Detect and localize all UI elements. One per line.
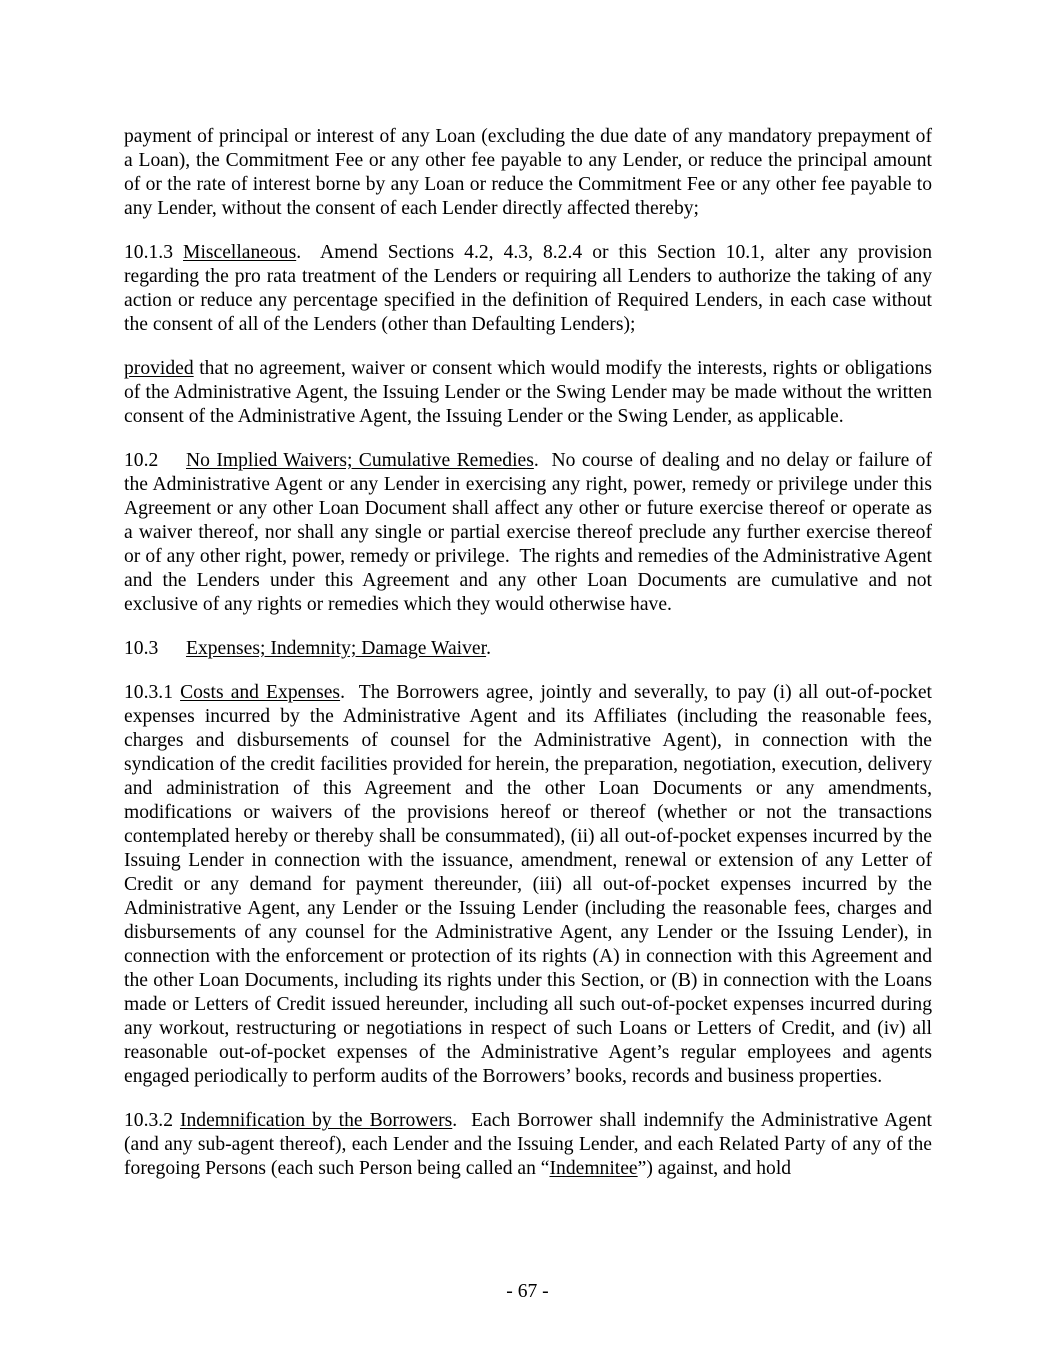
document-page [124, 125, 937, 1201]
section-heading: Indemnification by the Borrowers [179, 1110, 453, 1131]
section-heading: Miscellaneous [183, 242, 297, 263]
proviso-paragraph [124, 357, 932, 429]
defined-term-indemnitee: Indemnitee [549, 1158, 638, 1179]
section-10-3 [124, 637, 932, 661]
proviso-body: that no agreement, waiver or consent which would modify the interests, rights or obligations of the Administrative Agent, the Issuing Lender or the Swing Lender may be made without the written consent of the Administrative Agent, the Issuing Lender or the Swing Lender, as applicable. [124, 358, 932, 427]
section-number: 10.3.2 [124, 1110, 180, 1131]
section-number: 10.3.1 [124, 682, 181, 703]
section-heading: No Implied Waivers; Cumulative Remedies [186, 450, 534, 471]
section-number: 10.1.3 [124, 242, 184, 263]
proviso-lead: provided [124, 358, 194, 379]
section-body: Amend Sections 4.2, 4.3, 8.2.4 or this Section 10.1, alter any provision regarding the pro rata treatment of the Lenders or requiring all Lenders to authorize the taking of any action or reduce any percentage specified in the definition of Required Lenders, in each case without the consent of all of the Lenders (other than Defaulting Lenders); [124, 242, 937, 335]
section-body: Each Borrower shall indemnify the Administrative Agent (and any sub-agent thereof), each Lender and the Issuing Lender, and each Related Party of any of the foregoing Persons (each such Person being called an “ [124, 1110, 937, 1179]
section-10-2 [124, 449, 937, 617]
heading-punct: . [340, 682, 345, 703]
heading-punct: . [533, 450, 539, 471]
section-10-3-1 [124, 681, 937, 1089]
section-body: The Borrowers agree, jointly and severally, to pay (i) all out-of-pocket expenses incurred by the Administrative Agent and its Affiliates (including the reasonable fees, charges and disbursements of counsel for the Administrative Agent), in connection with the syndication of the credit facilities provided for herein, the preparation, negotiation, execution, delivery and administration of this Agreement and the other Loan Documents or any amendments, modifications or waivers of the provisions hereof or thereof (whether or not the transactions contemplated hereby or thereby shall be consummated), (ii) all out-of-pocket expenses incurred by the Issuing Lender in connection with the issuance, amendment, renewal or extension of any Letter of Credit or any demand for payment thereunder, (iii) all out-of-pocket expenses incurred by the Administrative Agent, any Lender or the Issuing Lender (including the reasonable fees, charges and disbursements of any counsel for the Administrative Agent, any Lender or the Issuing Lender), in connection with the enforcement or protection of its rights (A) in connection with this Agreement and the other Loan Documents, including its rights under this Section, or (B) in connection with the Loans made or Letters of Credit issued hereunder, including all such out-of-pocket expenses incurred during any workout, restructuring or negotiations in respect of such Loans or Letters of Credit, and (iv) all reasonable out-of-pocket expenses of the Administrative Agent’s regular employees and agents engaged periodically to perform audits of the Borrowers’ books, records and business properties. [124, 682, 937, 1087]
page-number: - 67 - [506, 1281, 549, 1302]
section-body-continued: ”) against, and hold [637, 1158, 792, 1179]
section-heading: Expenses; Indemnity; Damage Waiver [186, 638, 487, 659]
heading-punct: . [486, 638, 491, 659]
section-number: 10.2 [124, 450, 159, 471]
section-10-3-2 [124, 1109, 937, 1181]
paragraph-text: payment of principal or interest of any Loan (excluding the due date of any mandatory prepayment of a Loan), the Commitment Fee or any other fee payable to any Lender, or reduce the principal amount of or the rate of interest borne by any Loan or reduce the Commitment Fee or any other fee payable to any Lender, without the consent of each Lender directly affected thereby; [124, 126, 932, 219]
section-10-1-3 [124, 241, 937, 337]
paragraph-continuation [124, 125, 932, 221]
heading-punct: . [452, 1110, 458, 1131]
heading-punct: . [296, 242, 302, 263]
section-number: 10.3 [124, 638, 159, 659]
section-heading: Costs and Expenses [180, 682, 341, 703]
section-body: No course of dealing and no delay or failure of the Administrative Agent or any Lender in exercising any right, power, remedy or privilege under this Agreement or any other Loan Document shall affect any other or future exercise thereof or operate as a waiver thereof, nor shall any single or partial exercise thereof preclude any further exercise thereof or of any other right, power, remedy or privilege. The rights and remedies of the Administrative Agent and the Lenders under this Agreement and any other Loan Documents are cumulative and not exclusive of any rights or remedies which they would otherwise have. [124, 450, 937, 615]
